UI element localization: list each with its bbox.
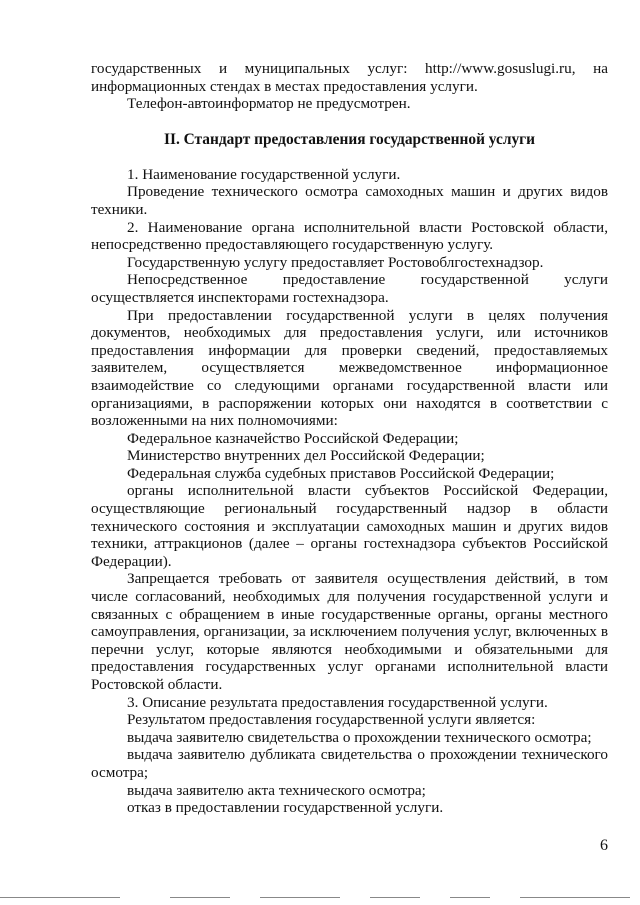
- paragraph-12: 3. Описание результата предоставления государственной услуги.: [127, 693, 548, 711]
- paragraph-2: Проведение технического осмотра самоходных машин и других видов техники.: [91, 183, 608, 218]
- paragraph-17: отказ в предоставлении государственной услуги.: [127, 799, 444, 817]
- scan-artifact-line: [0, 897, 640, 903]
- paragraph-4: Государственную услугу предоставляет Ростовоблгостехнадзор.: [127, 253, 544, 271]
- page-number: 6: [600, 837, 608, 854]
- paragraph-5: Непосредственное предоставление государственной услуги осуществляется инспекторами гостехнадзора.: [91, 271, 608, 306]
- paragraph-16: выдача заявителю акта технического осмотра;: [127, 781, 426, 799]
- paragraph-6: При предоставлении государственной услуги в целях получения документов, необходимых для предоставления услуги, или источников предоставления информации для проверки сведений, предоставляемых заявителем, осуществляется межведомственное информационное взаимодействие со следующими органами государственной власти или организациями, в распоряжении которых они находятся в соответствии с возложенными на них полномочиями:: [91, 306, 608, 430]
- paragraph-top-1: государственных и муниципальных услуг: http://www.gosuslugi.ru, на информационных стендах в местах предоставления услуги.: [91, 60, 608, 95]
- section-heading: II. Стандарт предоставления государственной услуги: [163, 130, 536, 148]
- paragraph-9: Федеральная служба судебных приставов Российской Федерации;: [127, 464, 555, 482]
- paragraph-10: органы исполнительной власти субъектов Российской Федерации, осуществляющие региональный государственный надзор в области технического состояния и эксплуатации самоходных машин и других видов техники, аттракционов (далее – органы гостехнадзора субъектов Российской Федерации).: [91, 482, 608, 570]
- paragraph-15: выдача заявителю дубликата свидетельства о прохождении технического осмотра;: [91, 746, 608, 781]
- paragraph-7: Федеральное казначейство Российской Федерации;: [127, 429, 459, 447]
- paragraph-13: Результатом предоставления государственной услуги является:: [127, 711, 536, 729]
- paragraph-8: Министерство внутренних дел Российской Федерации;: [127, 447, 485, 465]
- paragraph-top-2: Телефон-автоинформатор не предусмотрен.: [127, 95, 411, 113]
- paragraph-3: 2. Наименование органа исполнительной власти Ростовской области, непосредственно предоставляющего государственную услугу.: [91, 218, 608, 254]
- paragraph-14: выдача заявителю свидетельства о прохождении технического осмотра;: [127, 728, 592, 746]
- paragraph-11: Запрещается требовать от заявителя осуществления действий, в том числе согласований, необходимых для получения государственной услуги и связанных с обращением в иные государственные органы, органы местного самоуправления, организации, за исключением получения услуг, включенных в перечни услуг, которые являются необходимыми и обязательными для предоставления государственных услуг органами исполнительной власти Ростовской области.: [91, 570, 608, 693]
- paragraph-1: 1. Наименование государственной услуги.: [127, 165, 401, 183]
